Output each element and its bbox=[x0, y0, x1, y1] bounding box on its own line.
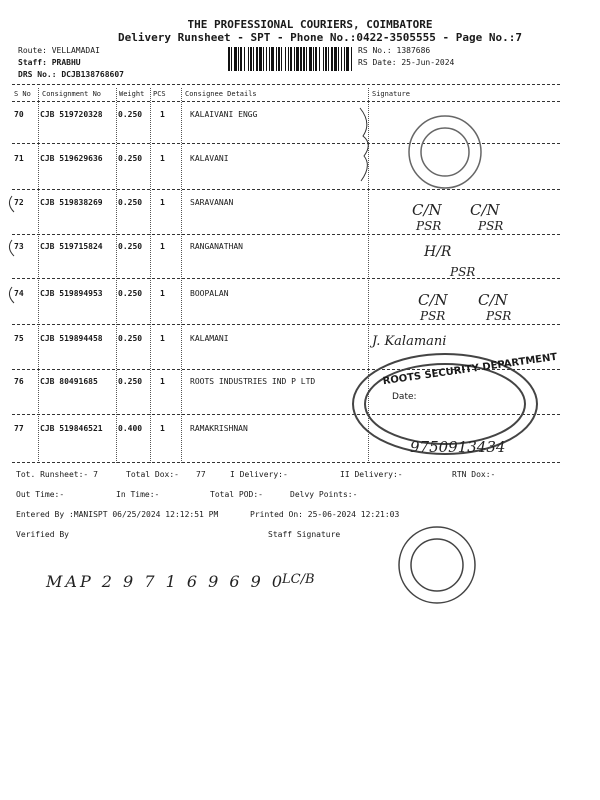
col-header-signature: Signature bbox=[372, 90, 410, 98]
signature-hr: H/R bbox=[424, 244, 452, 260]
row-pcs: 1 bbox=[160, 242, 165, 251]
company-title: THE PROFESSIONAL COURIERS, COIMBATORE bbox=[187, 18, 433, 31]
row-consignee: KALAMANI bbox=[190, 334, 229, 343]
row-consignment: CJB 519894953 bbox=[40, 289, 103, 298]
delvy-points: Delvy Points:- bbox=[290, 490, 358, 499]
signature-psr: PSR bbox=[416, 219, 442, 233]
tot-runsheet: Tot. Runsheet:- 7 bbox=[16, 470, 98, 479]
out-time: Out Time:- bbox=[16, 490, 65, 499]
row-consignment: CJB 519629636 bbox=[40, 154, 103, 163]
row-weight: 0.250 bbox=[118, 110, 143, 119]
drs-label: DRS No.: DCJB138768607 bbox=[18, 70, 124, 79]
row-consignee: KALAIVANI ENGG bbox=[190, 110, 258, 119]
row-pcs: 1 bbox=[160, 334, 165, 343]
row-weight: 0.250 bbox=[118, 289, 143, 298]
entered-by: Entered By :MANISPT 06/25/2024 12:12:51 PM bbox=[16, 510, 219, 519]
row-consignee: BOOPALAN bbox=[190, 289, 229, 298]
row-weight: 0.250 bbox=[118, 154, 143, 163]
row-consignee: SARAVANAN bbox=[190, 198, 234, 207]
row-sno: 72 bbox=[14, 198, 24, 207]
total-dox-label: Total Dox:- bbox=[126, 470, 179, 479]
signature-cn: C/N bbox=[418, 291, 448, 309]
handwritten-phone: 9750913434 bbox=[410, 438, 506, 456]
staff-label: Staff: PRABHU bbox=[18, 58, 81, 67]
row-consignee: RANGANATHAN bbox=[190, 242, 243, 251]
row-pcs: 1 bbox=[160, 424, 165, 433]
row-sno: 75 bbox=[14, 334, 24, 343]
handwritten-note-2: LC/B bbox=[282, 572, 315, 587]
security-stamp-text: ROOTS SECURITY DEPARTMENT bbox=[382, 351, 558, 388]
col-header-pcs: PCS bbox=[153, 90, 166, 98]
row-weight: 0.400 bbox=[118, 424, 143, 433]
in-time: In Time:- bbox=[116, 490, 160, 499]
staff-signature: Staff Signature bbox=[268, 530, 341, 539]
signature-cn: C/N bbox=[478, 291, 508, 309]
row-consignee: RAMAKRISHNAN bbox=[190, 424, 248, 433]
rs-date-label: RS Date: 25-Jun-2024 bbox=[358, 58, 455, 67]
row-pcs: 1 bbox=[160, 289, 165, 298]
runsheet-subtitle: Delivery Runsheet - SPT - Phone No.:0422-3505555 - Page No.:7 bbox=[118, 31, 522, 44]
row-pcs: 1 bbox=[160, 110, 165, 119]
row-consignment: CJB 519715824 bbox=[40, 242, 103, 251]
signature-cn: C/N bbox=[412, 201, 442, 219]
row-consignee: ROOTS INDUSTRIES IND P LTD bbox=[190, 377, 316, 386]
row-pcs: 1 bbox=[160, 198, 165, 207]
signature-psr: PSR bbox=[486, 309, 512, 323]
signature-cn: C/N bbox=[470, 201, 500, 219]
row-sno: 76 bbox=[14, 377, 24, 386]
rtn-dox: RTN Dox:- bbox=[452, 470, 496, 479]
signature-psr: PSR bbox=[478, 219, 504, 233]
row-sno: 77 bbox=[14, 424, 24, 433]
route-label: Route: VELLAMADAI bbox=[18, 46, 100, 55]
total-dox-value: 77 bbox=[196, 470, 206, 479]
col-header-weight: Weight bbox=[119, 90, 145, 98]
col-header-sno: S No bbox=[14, 90, 31, 98]
row-pcs: 1 bbox=[160, 377, 165, 386]
row-sno: 73 bbox=[14, 242, 24, 251]
row-pcs: 1 bbox=[160, 154, 165, 163]
row-weight: 0.250 bbox=[118, 334, 143, 343]
row-weight: 0.250 bbox=[118, 198, 143, 207]
total-pod: Total POD:- bbox=[210, 490, 263, 499]
row-sno: 70 bbox=[14, 110, 24, 119]
row-consignment: CJB 519838269 bbox=[40, 198, 103, 207]
row-consignment: CJB 519720328 bbox=[40, 110, 103, 119]
signature-psr: PSR bbox=[420, 309, 446, 323]
row-consignment: CJB 519894458 bbox=[40, 334, 103, 343]
col-header-consignee: Consignee Details bbox=[185, 90, 257, 98]
row-consignment: CJB 519846521 bbox=[40, 424, 103, 433]
verified-by: Verified By bbox=[16, 530, 69, 539]
row-weight: 0.250 bbox=[118, 242, 143, 251]
row-sno: 71 bbox=[14, 154, 24, 163]
col-header-consignment: Consignment No bbox=[42, 90, 102, 98]
ii-delivery: II Delivery:- bbox=[340, 470, 403, 479]
row-weight: 0.250 bbox=[118, 377, 143, 386]
printed-on: Printed On: 25-06-2024 12:21:03 bbox=[250, 510, 400, 519]
i-delivery: I Delivery:- bbox=[230, 470, 288, 479]
row-consignee: KALAVANI bbox=[190, 154, 229, 163]
signature-psr: PSR bbox=[450, 265, 476, 279]
row-sno: 74 bbox=[14, 289, 24, 298]
handwritten-note: MAP 2 9 7 1 6 9 6 9 0 bbox=[46, 572, 286, 591]
rs-no-label: RS No.: 1387686 bbox=[358, 46, 431, 55]
signature-kalamani: J. Kalamani bbox=[372, 334, 447, 349]
row-consignment: CJB 80491685 bbox=[40, 377, 98, 386]
stamp-date-label: Date: bbox=[392, 392, 417, 402]
